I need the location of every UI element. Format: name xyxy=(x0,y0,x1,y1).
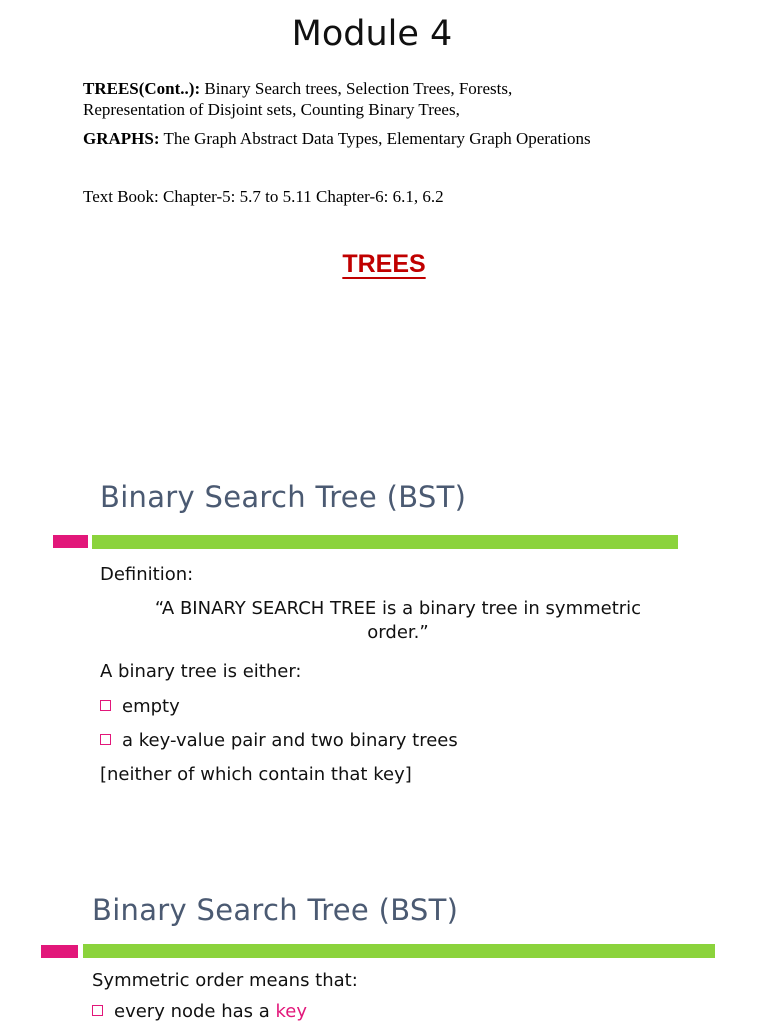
slide1-title: Binary Search Tree (BST) xyxy=(100,480,467,514)
square-bullet-icon xyxy=(100,734,111,745)
square-bullet-icon xyxy=(100,700,111,711)
bullet-text: a key-value pair and two binary trees xyxy=(122,730,458,751)
key-highlight: key xyxy=(275,1001,308,1022)
graphs-topics: The Graph Abstract Data Types, Elementary Graph Operations xyxy=(159,129,591,148)
bullet-text: every node has a xyxy=(114,1001,276,1022)
bullet-every-node xyxy=(92,1000,307,1024)
bst-definition-quote xyxy=(100,597,696,645)
bullet-key-value xyxy=(100,729,458,753)
quote-line2: order.” xyxy=(367,622,429,643)
symmetric-order-intro: Symmetric order means that: xyxy=(92,970,358,991)
section-heading: TREES xyxy=(342,250,426,278)
quote-line1: “A BINARY SEARCH TREE is a binary tree in symmetric xyxy=(154,598,642,619)
bullet-empty xyxy=(100,695,180,719)
slide2-green-rule xyxy=(83,944,715,958)
binary-tree-either: A binary tree is either: xyxy=(100,661,302,682)
bullet-text: empty xyxy=(122,696,180,717)
slide2-title: Binary Search Tree (BST) xyxy=(92,893,459,927)
slide2-pink-accent-bar xyxy=(41,945,78,958)
slide1-green-rule xyxy=(92,535,678,549)
definition-label: Definition: xyxy=(100,564,194,585)
trees-topics-line1: Binary Search trees, Selection Trees, Forests, xyxy=(200,79,513,98)
textbook-reference: Text Book: Chapter-5: 5.7 to 5.11 Chapter-6: 6.1, 6.2 xyxy=(83,187,444,206)
module-title: Module 4 xyxy=(291,14,453,54)
syllabus-trees xyxy=(83,78,512,120)
graphs-label: GRAPHS: xyxy=(83,129,160,148)
key-note: [neither of which contain that key] xyxy=(100,764,412,785)
square-bullet-icon xyxy=(92,1005,103,1016)
trees-topics-line2: Representation of Disjoint sets, Counting Binary Trees, xyxy=(83,100,460,119)
slide1-pink-accent-bar xyxy=(53,535,88,548)
trees-label: TREES(Cont..): xyxy=(83,79,201,98)
syllabus-graphs xyxy=(83,128,591,149)
